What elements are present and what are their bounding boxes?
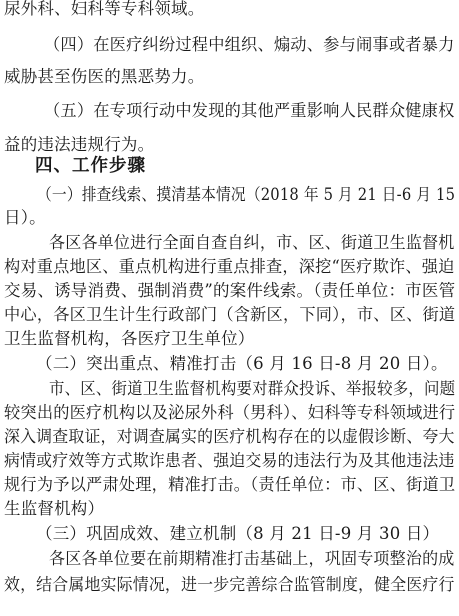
body-line: （四）在医疗纠纷过程中组织、煽动、参与闹事或者暴力 xyxy=(44,35,455,54)
body-line: 市、区、街道卫生监督机构要对群众投诉、举报较多，问题 xyxy=(49,379,456,398)
body-line: 益的违法违规行为。 xyxy=(4,135,155,154)
body-line: 各区各单位要在前期精准打击基础上，巩固专项整治的成 xyxy=(49,549,455,568)
body-line: 威胁甚至伤医的黑恶势力。 xyxy=(4,67,205,86)
body-line: 卫生监督机构，各医疗卫生单位） xyxy=(4,329,255,348)
body-line: 日）。 xyxy=(4,208,46,227)
body-line: （一）排查线索、摸清基本情况（2018 年 5 月 21 日-6 月 15 xyxy=(37,185,456,204)
body-line: 交易、诱导消费、强制消费”的案件线索。（责任单位：市医管 xyxy=(4,281,456,300)
body-line: 构对重点地区、重点机构进行重点排查，深挖“医疗欺诈、强迫 xyxy=(4,257,455,276)
section-heading: 四、工作步骤 xyxy=(35,156,146,176)
subsection-heading: （二）突出重点、精准打击（6 月 16 日-8 月 20 日）。 xyxy=(36,354,448,373)
body-line: （五）在专项行动中发现的其他严重影响人民群众健康权 xyxy=(44,101,455,120)
body-line: 较突出的医疗机构以及泌尿外科（男科）、妇科等专科领域进行 xyxy=(4,403,456,422)
subsection-heading: （三）巩固成效、建立机制（8 月 21 日-9 月 30 日） xyxy=(36,524,440,543)
body-line: 各区各单位进行全面自查自纠，市、区、街道卫生监督机 xyxy=(49,233,455,252)
body-line: 规行为予以严肃处理，精准打击。（责任单位：市、区、街道卫 xyxy=(4,475,456,494)
body-line: 生监督机构） xyxy=(4,499,105,518)
body-line: 病情或疗效等方式欺诈患者、强迫交易的违法行为及其他违法违 xyxy=(4,451,455,470)
body-line: 尿外科、妇科等专科领域。 xyxy=(4,0,205,18)
body-line: 效，结合属地实际情况，进一步完善综合监管制度，健全医疗行 xyxy=(4,575,455,594)
body-line: 深入调查取证，对调查属实的医疗机构存在的以虚假诊断、夸大 xyxy=(4,427,455,446)
body-line: 中心，各区卫生计生行政部门（含新区，下同），市、区、街道 xyxy=(4,305,456,324)
